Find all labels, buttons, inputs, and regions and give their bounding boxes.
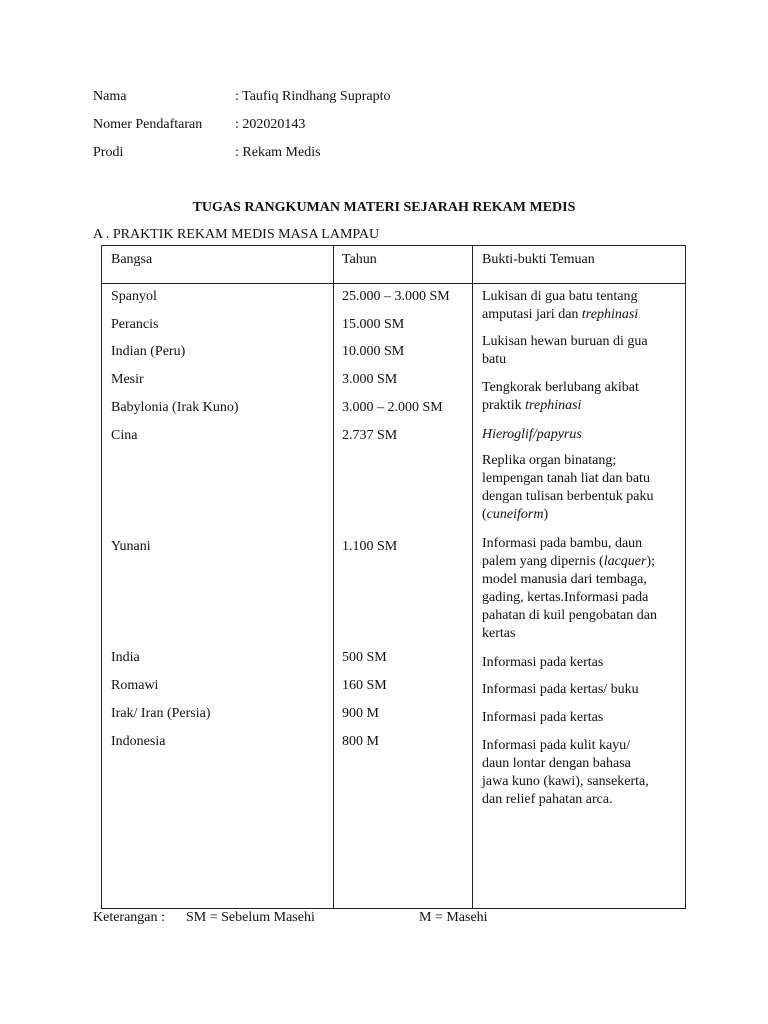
registration-value: : 202020143 (235, 117, 306, 132)
bangsa-cell: Babylonia (Irak Kuno) (111, 400, 239, 415)
table-border-top (101, 245, 686, 246)
bukti-line: Lukisan di gua batu tentang (482, 289, 638, 304)
bukti-line: Replika organ binatang; (482, 453, 617, 468)
bukti-line: Hieroglif/papyrus (482, 427, 582, 442)
document-title: TUGAS RANGKUMAN MATERI SEJARAH REKAM MEDIS (192, 200, 576, 215)
table-border-left (101, 245, 102, 909)
bukti-cell (482, 681, 639, 699)
bukti-line: Informasi pada kertas (482, 655, 604, 670)
tahun-cell: 800 M (342, 734, 379, 749)
bukti-line: kertas (482, 626, 516, 641)
legend-label: Keterangan : (93, 910, 165, 925)
legend-m: M = Masehi (419, 910, 488, 925)
section-heading: A . PRAKTIK REKAM MEDIS MASA LAMPAU (93, 227, 380, 242)
bukti-line (482, 553, 657, 571)
bukti-italic: cuneiform (486, 507, 544, 522)
column-header-tahun: Tahun (342, 252, 377, 267)
bukti-line: lempengan tanah liat dan batu (482, 471, 650, 486)
tahun-cell: 1.100 SM (342, 539, 398, 554)
bukti-line (482, 306, 638, 324)
bukti-cell (482, 288, 638, 324)
bangsa-cell: Mesir (111, 372, 144, 387)
bukti-cell (482, 709, 603, 727)
bukti-text: palem yang dipernis ( (482, 554, 604, 569)
bukti-text: amputasi jari dan (482, 307, 582, 322)
bangsa-cell: Cina (111, 428, 138, 443)
bukti-cell (482, 654, 603, 672)
bukti-line: dan relief pahatan arca. (482, 792, 613, 807)
program-value: : Rekam Medis (235, 145, 321, 160)
bukti-line: Informasi pada kulit kayu/ (482, 738, 631, 753)
column-header-bangsa: Bangsa (111, 252, 153, 267)
tahun-cell: 500 SM (342, 650, 387, 665)
bangsa-cell: Romawi (111, 678, 159, 693)
table-border-right (685, 245, 686, 909)
bukti-line: daun lontar dengan bahasa (482, 756, 631, 771)
bangsa-cell: Perancis (111, 317, 159, 332)
bukti-italic: lacquer (603, 554, 647, 569)
tahun-cell: 3.000 SM (342, 372, 398, 387)
bukti-cell (482, 452, 653, 524)
bukti-line: jawa kuno (kawi), sansekerta, (482, 774, 649, 789)
bukti-line: Lukisan hewan buruan di gua (482, 334, 648, 349)
bukti-text: ); (646, 554, 656, 569)
bukti-line: pahatan di kuil pengobatan dan (482, 608, 657, 623)
registration-label: Nomer Pendaftaran (93, 117, 203, 132)
bukti-italic: trephinasi (525, 398, 582, 413)
bukti-line: dengan tulisan berbentuk paku (482, 489, 654, 504)
legend-sm: SM = Sebelum Masehi (186, 910, 315, 925)
bukti-line: model manusia dari tembaga, (482, 572, 647, 587)
bukti-cell (482, 379, 639, 415)
tahun-cell: 2.737 SM (342, 428, 398, 443)
bukti-line: gading, kertas.Informasi pada (482, 590, 649, 605)
bukti-text: ) (543, 507, 549, 522)
bukti-line (482, 506, 653, 524)
program-label: Prodi (93, 145, 124, 160)
bukti-text: ( (482, 507, 487, 522)
tahun-cell: 10.000 SM (342, 344, 405, 359)
bangsa-cell: Spanyol (111, 289, 157, 304)
bukti-cell (482, 333, 648, 369)
bukti-cell (482, 426, 582, 444)
tahun-cell: 160 SM (342, 678, 387, 693)
table-header-divider (101, 283, 686, 284)
tahun-cell: 3.000 – 2.000 SM (342, 400, 443, 415)
bukti-line: Informasi pada bambu, daun (482, 536, 643, 551)
bangsa-cell: India (111, 650, 140, 665)
bukti-line: Informasi pada kertas/ buku (482, 682, 639, 697)
bangsa-cell: Yunani (111, 539, 151, 554)
tahun-cell: 15.000 SM (342, 317, 405, 332)
bukti-line: Tengkorak berlubang akibat (482, 380, 639, 395)
column-divider-1 (333, 245, 334, 909)
bukti-line: batu (482, 352, 507, 367)
bukti-line: Informasi pada kertas (482, 710, 604, 725)
tahun-cell: 25.000 – 3.000 SM (342, 289, 450, 304)
tahun-cell: 900 M (342, 706, 379, 721)
bukti-cell (482, 737, 649, 809)
bangsa-cell: Indonesia (111, 734, 166, 749)
bukti-italic: trephinasi (581, 307, 639, 322)
bukti-text: praktik (482, 398, 526, 413)
bukti-line (482, 397, 639, 415)
bangsa-cell: Irak/ Iran (Persia) (111, 706, 211, 721)
name-value: : Taufiq Rindhang Suprapto (235, 89, 391, 104)
column-header-bukti: Bukti-bukti Temuan (482, 252, 595, 267)
bangsa-cell: Indian (Peru) (111, 344, 186, 359)
bukti-cell (482, 535, 657, 643)
name-label: Nama (93, 89, 127, 104)
column-divider-2 (472, 245, 473, 909)
